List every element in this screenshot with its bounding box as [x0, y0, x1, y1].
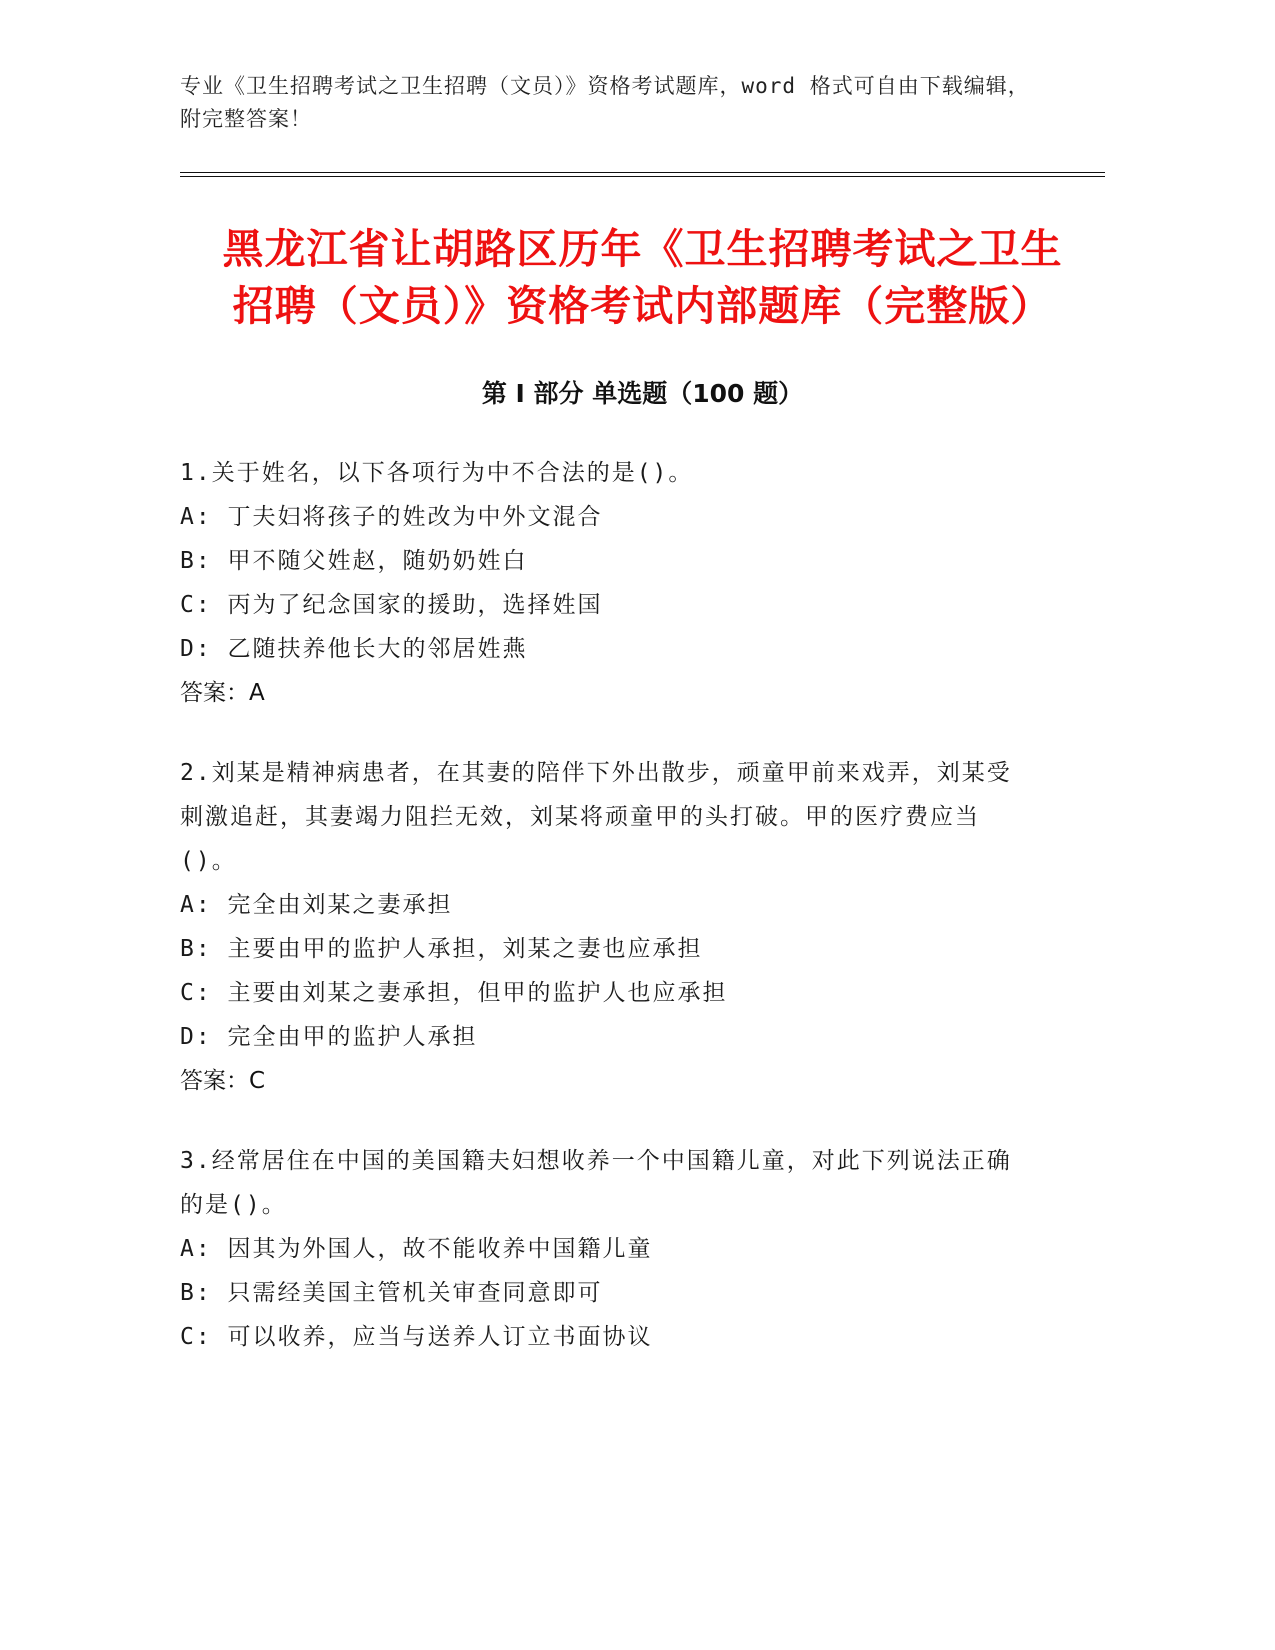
option-a: A: 完全由刘某之妻承担	[180, 892, 453, 918]
option-b: B: 只需经美国主管机关审查同意即可	[180, 1280, 603, 1306]
question-text: 3.经常居住在中国的美国籍夫妇想收养一个中国籍儿童，对此下列说法正确的是()。	[180, 1148, 1012, 1218]
question-list	[180, 451, 1105, 1359]
option-c: C: 可以收养，应当与送养人订立书面协议	[180, 1324, 653, 1350]
divider-line-bottom	[180, 176, 1105, 177]
option-d: D: 乙随扶养他长大的邻居姓燕	[180, 636, 528, 662]
question-3	[180, 1139, 1105, 1359]
document-page	[180, 0, 1105, 1395]
section-heading: 第 I 部分 单选题（100 题）	[481, 379, 804, 408]
answer: 答案：A	[180, 680, 265, 706]
question-2	[180, 751, 1105, 1103]
option-b: B: 主要由甲的监护人承担，刘某之妻也应承担	[180, 936, 703, 962]
option-d: D: 完全由甲的监护人承担	[180, 1024, 478, 1050]
option-c: C: 主要由刘某之妻承担，但甲的监护人也应承担	[180, 980, 728, 1006]
document-title: 黑龙江省让胡路区历年《卫生招聘考试之卫生招聘（文员）》资格考试内部题库（完整版）	[222, 225, 1063, 330]
divider-line-top	[180, 172, 1105, 173]
option-a: A: 丁夫妇将孩子的姓改为中外文混合	[180, 504, 603, 530]
header-divider	[180, 172, 1105, 177]
answer: 答案：C	[180, 1068, 266, 1094]
option-c: C: 丙为了纪念国家的援助，选择姓国	[180, 592, 603, 618]
option-b: B: 甲不随父姓赵，随奶奶姓白	[180, 548, 528, 574]
header-note: 专业《卫生招聘考试之卫生招聘（文员）》资格考试题库，word 格式可自由下载编辑，附完整答案！	[180, 74, 1030, 131]
question-1	[180, 451, 1105, 715]
question-text: 1.关于姓名，以下各项行为中不合法的是()。	[180, 460, 694, 486]
option-a: A: 因其为外国人，故不能收养中国籍儿童	[180, 1236, 653, 1262]
question-text: 2.刘某是精神病患者，在其妻的陪伴下外出散步，顽童甲前来戏弄，刘某受刺激追赶，其妻竭力阻拦无效，刘某将顽童甲的头打破。甲的医疗费应当()。	[180, 760, 1012, 874]
